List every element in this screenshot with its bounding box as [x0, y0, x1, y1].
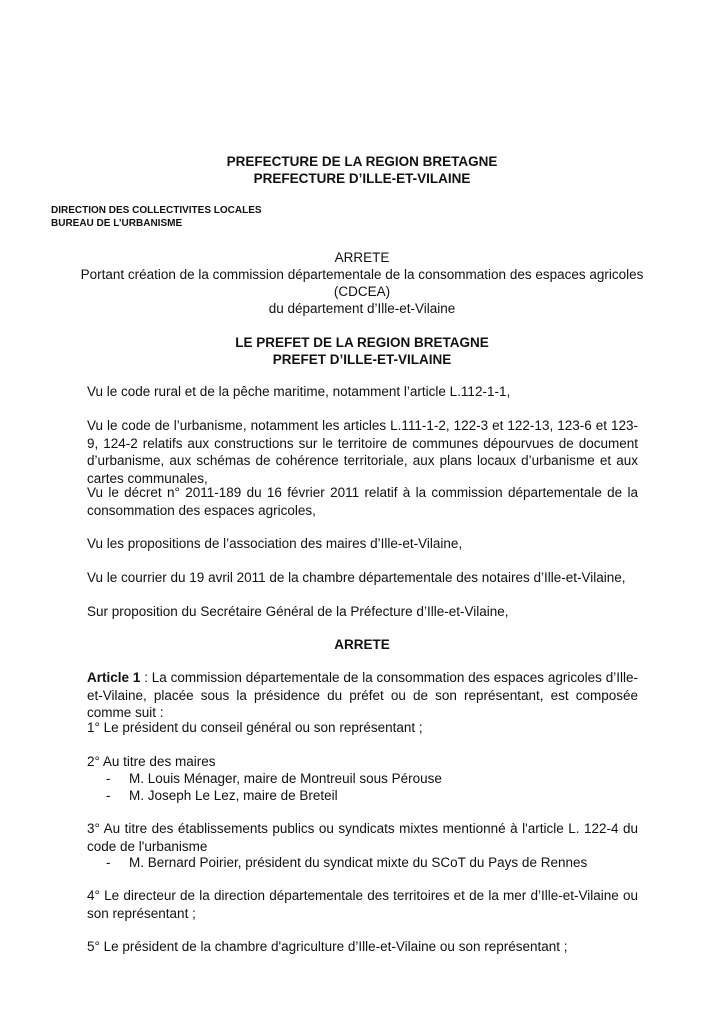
member-2: 2° Au titre des maires	[87, 754, 216, 769]
dash-marker: -	[106, 855, 111, 870]
member-1: 1° Le président du conseil général ou son représentant ;	[87, 720, 423, 735]
article-1	[87, 669, 638, 722]
member-4: 4° Le directeur de la direction départementale des territoires et de la mer d’Ille-et-Vilaine ou son représentant ;	[87, 888, 638, 921]
member-2-sub-1	[106, 770, 442, 788]
visa-proposition: Sur proposition du Secrétaire Général de la Préfecture d’Ille-et-Vilaine,	[87, 604, 509, 619]
header-prefecture: PREFECTURE D’ILLE-ET-VILAINE	[253, 171, 471, 186]
visa-decret: Vu le décret n° 2011-189 du 16 février 2011 relatif à la commission départementale de la consommation des espaces agricoles,	[87, 485, 638, 518]
article-1-text: : La commission départementale de la consommation des espaces agricoles d’Ille-et-Vilaine, placée sous la présidence du préfet ou de son représentant, est composée comme suit :	[87, 670, 638, 720]
member-2-sub-2	[106, 787, 338, 805]
prefet-region: LE PREFET DE LA REGION BRETAGNE	[235, 335, 489, 350]
member-3-sub-1-text: M. Bernard Poirier, président du syndicat mixte du SCoT du Pays de Rennes	[129, 855, 588, 870]
dash-marker: -	[106, 771, 111, 786]
arrete-title: ARRETE	[334, 250, 390, 265]
header-region: PREFECTURE DE LA REGION BRETAGNE	[226, 154, 498, 169]
department-block	[51, 205, 262, 230]
arrete-acronym: (CDCEA)	[333, 284, 391, 299]
prefet-department: PREFET D’ILLE-ET-VILAINE	[272, 352, 452, 367]
arrete-department: du département d’Ille-et-Vilaine	[268, 301, 456, 316]
article-1-label: Article 1	[87, 670, 141, 685]
arrete-heading: ARRETE	[334, 637, 390, 652]
visa-code-urbanisme: Vu le code de l’urbanisme, notamment les articles L.111-1-2, 122-3 et 122-13, 123-6 et 123-9, 124-2 relatifs aux constructions sur le territoire de communes dépourvues de document d’urbanisme, aux schémas de cohérence territoriale, aux plans locaux d’urbanisme et aux cartes communales,	[87, 418, 638, 486]
department-direction: DIRECTION DES COLLECTIVITES LOCALES	[51, 205, 262, 216]
member-2-sub-1-text: M. Louis Ménager, maire de Montreuil sous Pérouse	[129, 771, 442, 786]
department-bureau: BUREAU DE L’URBANISME	[51, 217, 183, 229]
visa-notaires: Vu le courrier du 19 avril 2011 de la chambre départementale des notaires d’Ille-et-Vilaine,	[87, 570, 626, 585]
member-3: 3° Au titre des établissements publics ou syndicats mixtes mentionné à l'article L. 122-4 du code de l'urbanisme	[87, 821, 638, 854]
member-3-sub-1	[106, 854, 587, 872]
visa-maires: Vu les propositions de l’association des maires d’Ille-et-Vilaine,	[87, 536, 463, 551]
arrete-subject: Portant création de la commission départementale de la consommation des espaces agricoles	[80, 267, 644, 282]
member-2-sub-2-text: M. Joseph Le Lez, maire de Breteil	[129, 788, 338, 803]
member-5: 5° Le président de la chambre d'agriculture d’Ille-et-Vilaine ou son représentant ;	[87, 939, 568, 954]
visa-code-rural: Vu le code rural et de la pêche maritime, notamment l’article L.112-1-1,	[87, 384, 511, 399]
dash-marker: -	[106, 788, 111, 803]
